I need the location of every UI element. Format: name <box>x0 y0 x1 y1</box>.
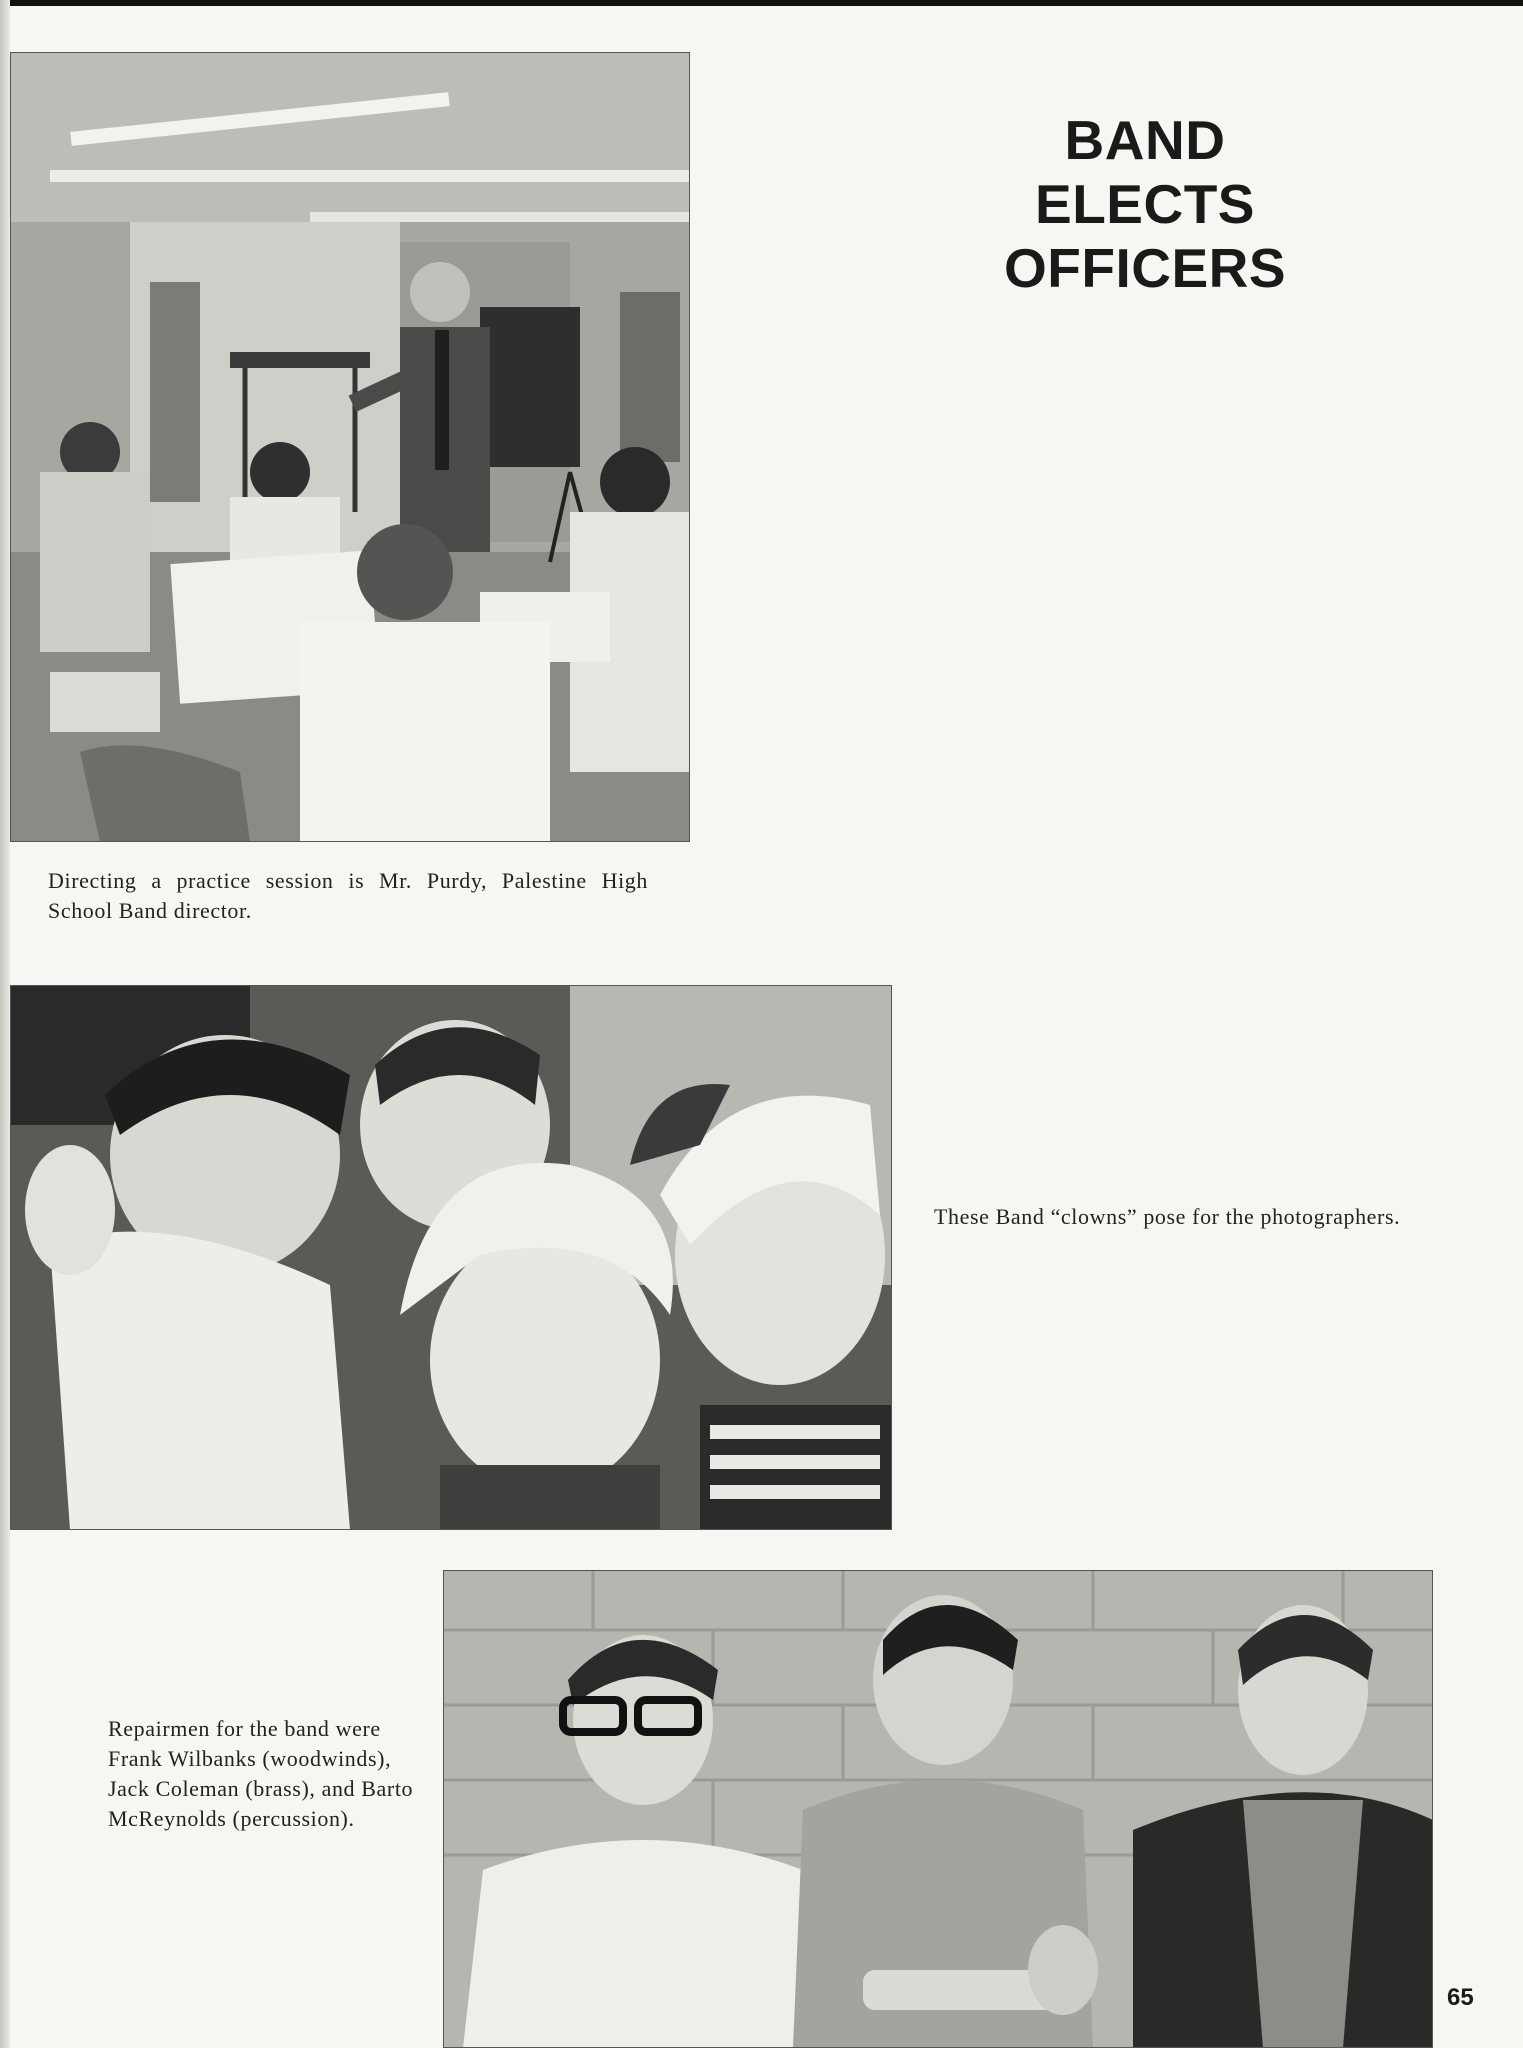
repairmen-caption: Repairmen for the band were Frank Wilbanks (woodwinds), Jack Coleman (brass), and Barto McReynolds (percussion). <box>108 1716 414 1831</box>
band-clowns-photo <box>10 985 892 1530</box>
clowns-caption: These Band “clowns” pose for the photographers. <box>934 1204 1401 1229</box>
repairmen-photo <box>443 1570 1433 2048</box>
page-heading <box>960 108 1330 300</box>
heading-line-3: OFFICERS <box>1003 237 1287 299</box>
heading-line-2: ELECTS <box>1035 173 1255 235</box>
practice-caption: Directing a practice session is Mr. Purdy, Palestine High School Band director. <box>48 868 648 923</box>
heading-line-1: BAND <box>1064 109 1226 171</box>
band-practice-photo <box>10 52 690 842</box>
page-number: 65 <box>1447 1984 1474 2011</box>
page-top-rule <box>0 0 1523 6</box>
page-binding-edge <box>0 0 10 2048</box>
